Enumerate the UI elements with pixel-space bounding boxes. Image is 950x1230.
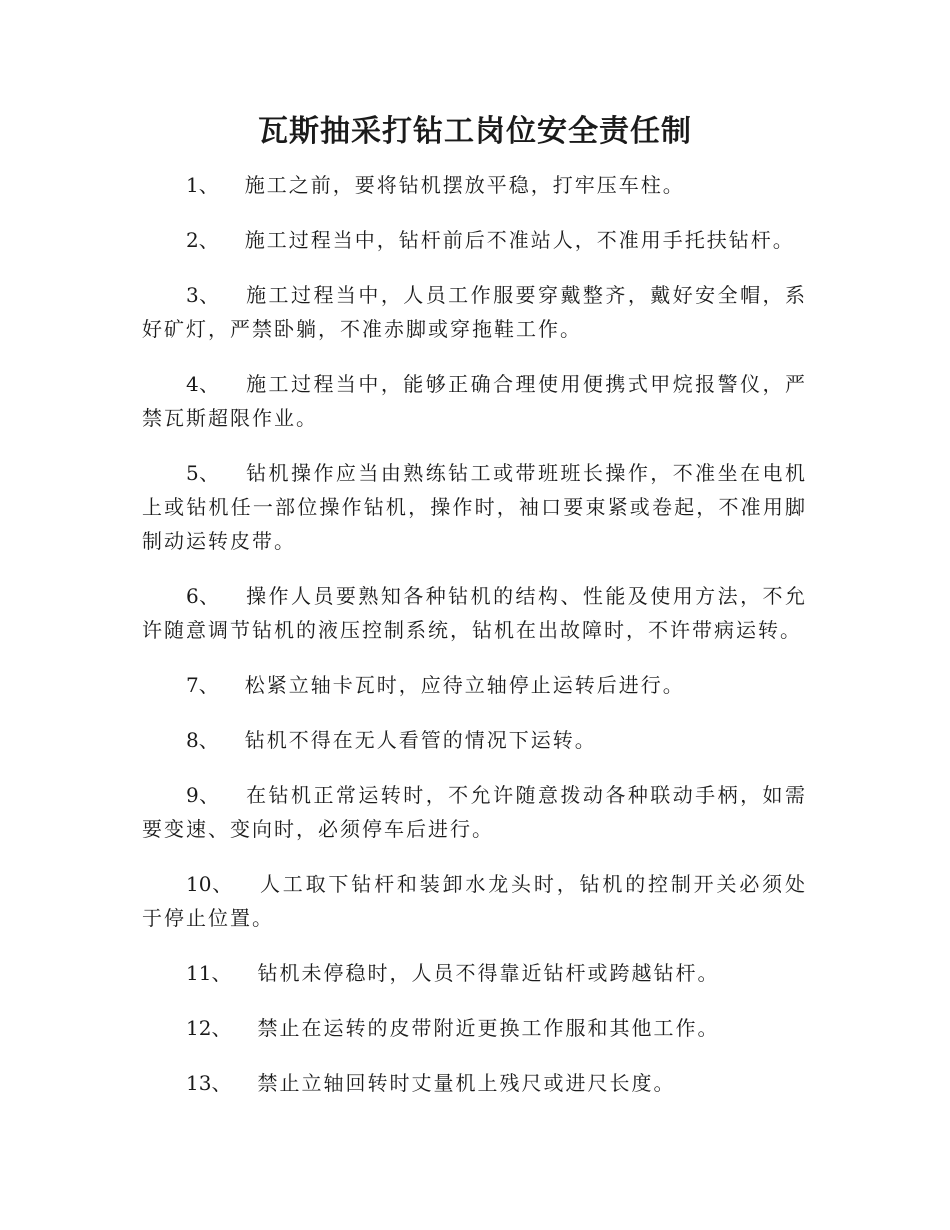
item-text: 禁止在运转的皮带附近更换工作服和其他工作。	[257, 1016, 720, 1040]
item-text: 钻机操作应当由熟练钻工或带班班长操作，不准坐在电机上或钻机任一部位操作钻机，操作时，袖口要束紧或卷起，不准用脚制动运转皮带。	[142, 461, 807, 553]
item-text: 施工过程当中，钻杆前后不准站人，不准用手托扶钻杆。	[244, 228, 795, 252]
item-text: 钻机未停稳时，人员不得靠近钻杆或跨越钻杆。	[257, 961, 720, 985]
list-item	[142, 956, 807, 990]
list-item	[142, 223, 807, 257]
item-text: 松紧立轴卡瓦时，应待立轴停止运转后进行。	[244, 673, 685, 697]
item-text: 禁止立轴回转时丈量机上残尺或进尺长度。	[257, 1071, 676, 1095]
list-item	[142, 1011, 807, 1045]
list-item	[142, 168, 807, 202]
item-number: 1、	[186, 173, 219, 197]
item-number: 7、	[186, 673, 219, 697]
item-number: 11、	[186, 961, 232, 985]
list-item	[142, 778, 807, 846]
item-number: 6、	[186, 584, 220, 608]
item-number: 10、	[186, 872, 234, 896]
item-text: 施工过程当中，人员工作服要穿戴整齐，戴好安全帽，系好矿灯，严禁卧躺，不准赤脚或穿拖鞋工作。	[142, 283, 807, 341]
rules-list	[142, 168, 807, 1121]
item-number: 2、	[186, 228, 219, 252]
item-number: 3、	[186, 283, 220, 307]
list-item	[142, 668, 807, 702]
list-item	[142, 723, 807, 757]
item-text: 施工过程当中，能够正确合理使用便携式甲烷报警仪，严禁瓦斯超限作业。	[142, 372, 807, 430]
list-item	[142, 367, 807, 435]
item-text: 钻机不得在无人看管的情况下运转。	[244, 728, 597, 752]
item-number: 5、	[186, 461, 220, 485]
item-number: 8、	[186, 728, 219, 752]
list-item	[142, 278, 807, 346]
document-title: 瓦斯抽采打钻工岗位安全责任制	[258, 114, 692, 149]
list-item	[142, 1066, 807, 1100]
item-number: 13、	[186, 1071, 232, 1095]
list-item	[142, 579, 807, 647]
item-text: 在钻机正常运转时，不允许随意拨动各种联动手柄，如需要变速、变向时，必须停车后进行。	[142, 783, 807, 841]
item-text: 施工之前，要将钻机摆放平稳，打牢压车柱。	[244, 173, 685, 197]
item-number: 9、	[186, 783, 220, 807]
item-number: 12、	[186, 1016, 232, 1040]
list-item	[142, 456, 807, 558]
item-number: 4、	[186, 372, 220, 396]
item-text: 人工取下钻杆和装卸水龙头时，钻机的控制开关必须处于停止位置。	[142, 872, 807, 930]
list-item	[142, 867, 807, 935]
item-text: 操作人员要熟知各种钻机的结构、性能及使用方法，不允许随意调节钻机的液压控制系统，钻机在出故障时，不许带病运转。	[142, 584, 807, 642]
